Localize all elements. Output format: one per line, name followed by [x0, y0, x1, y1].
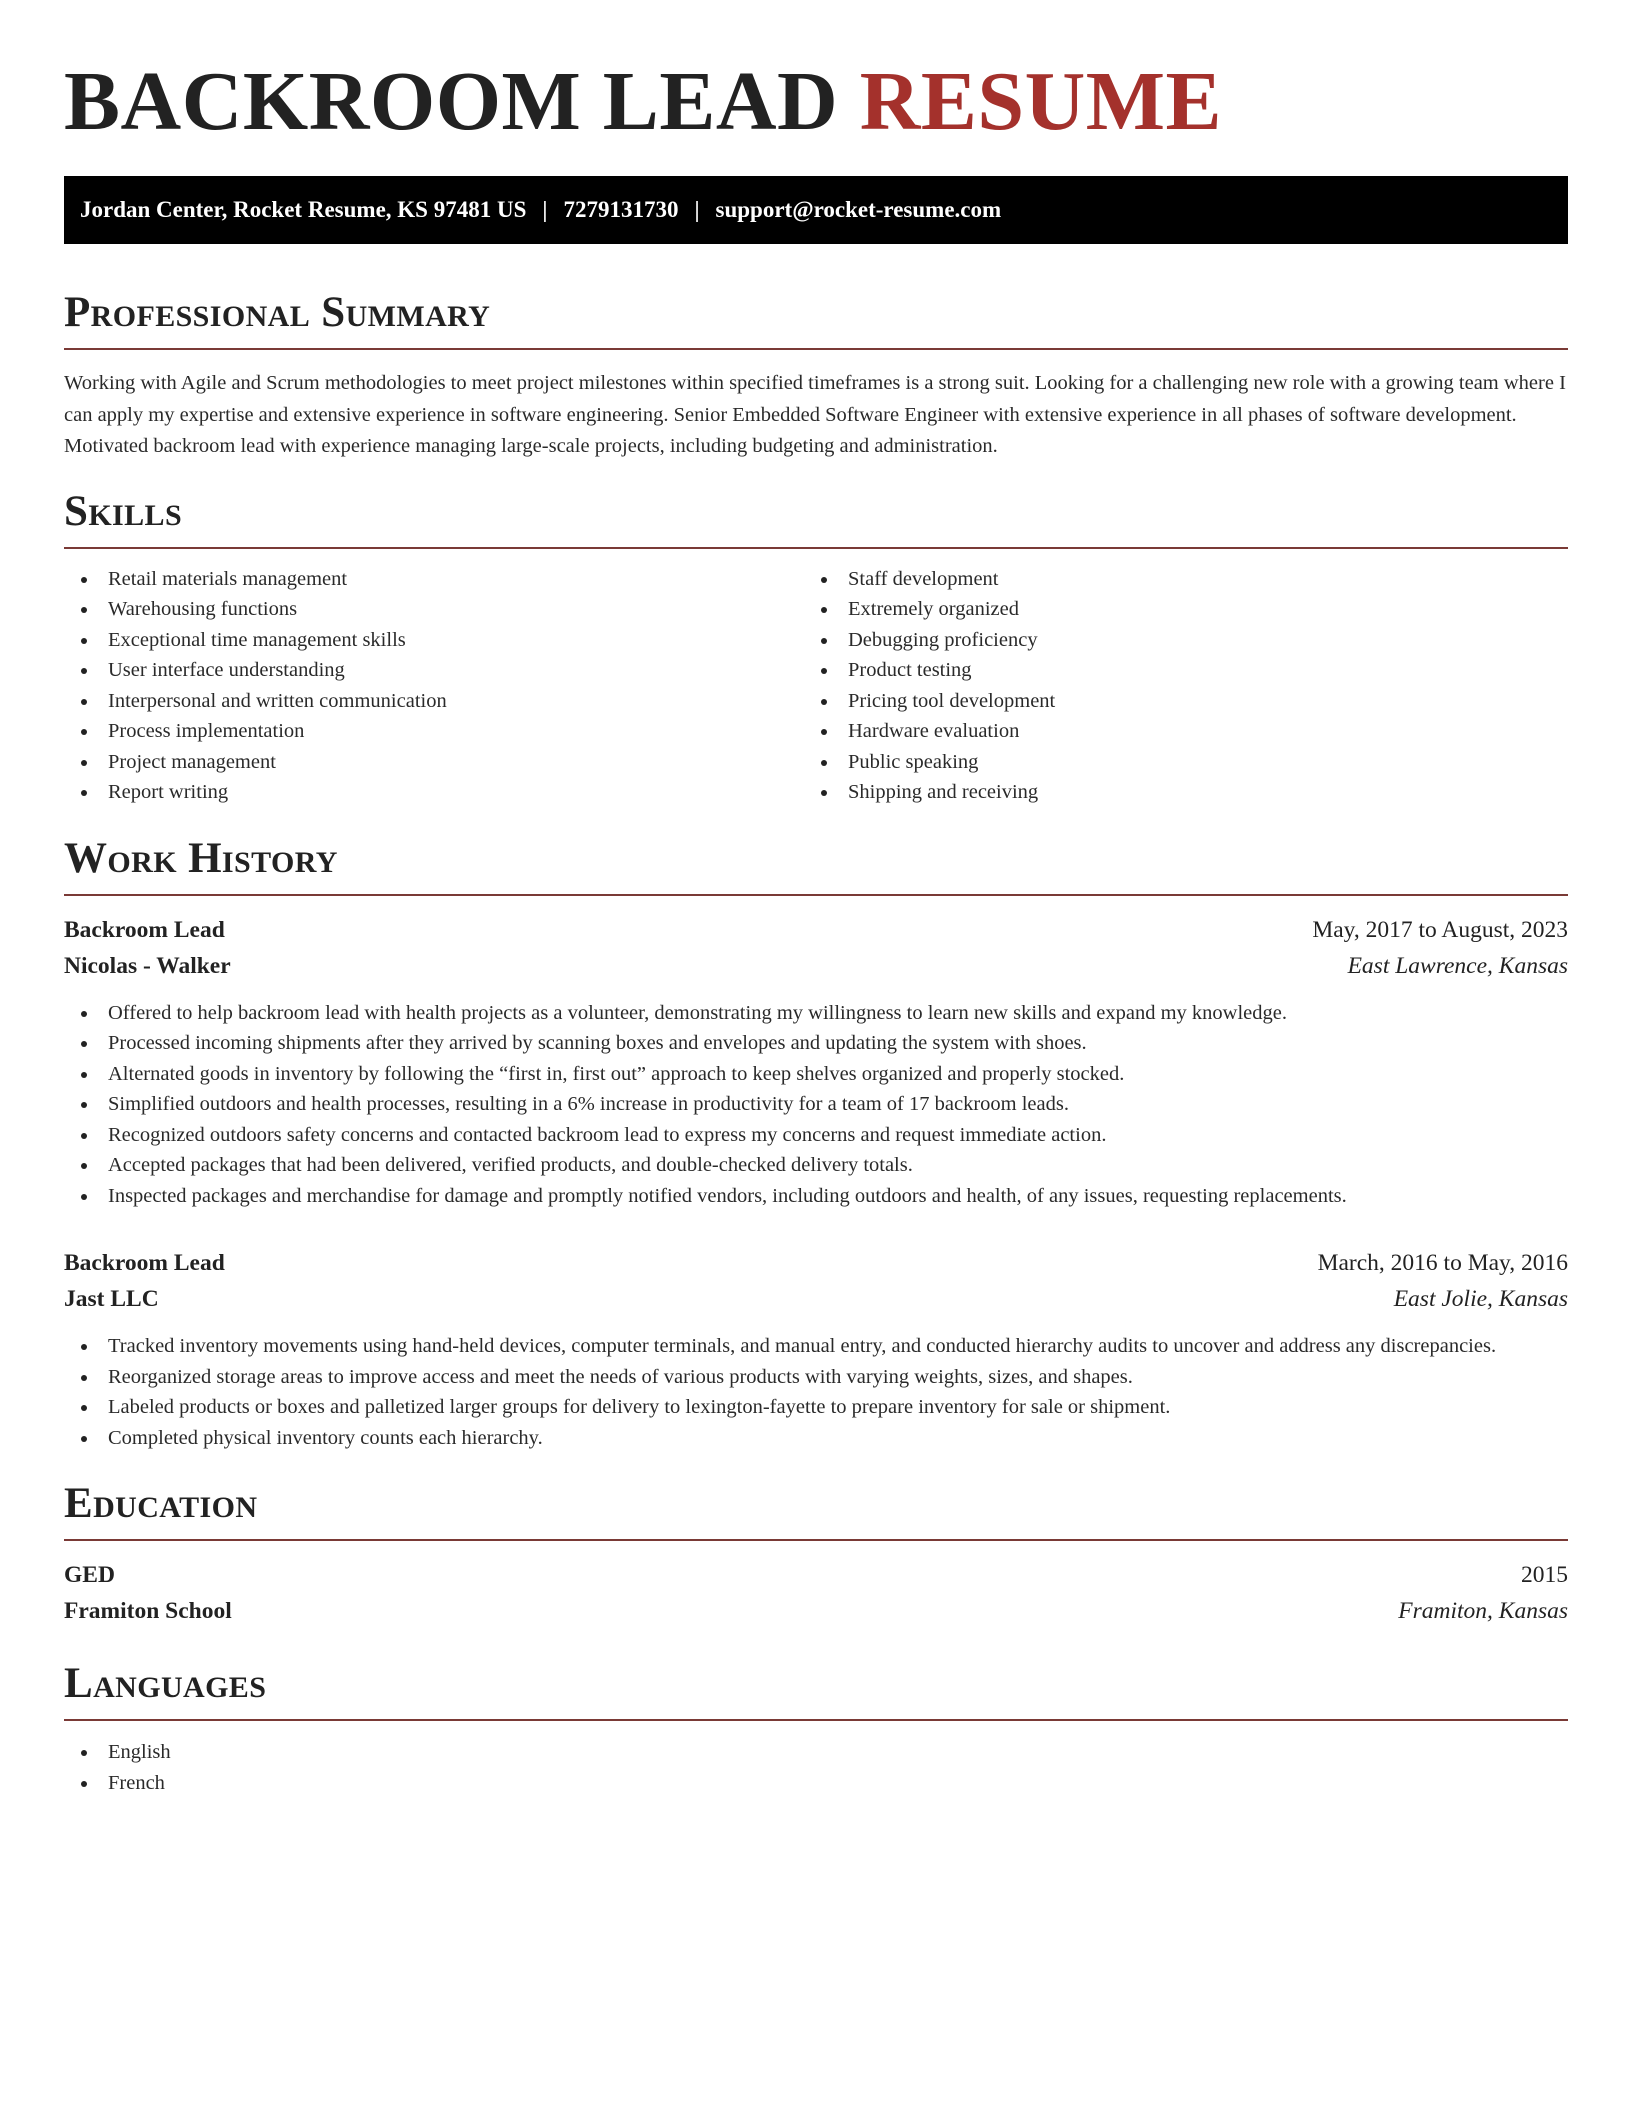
section-divider [64, 348, 1568, 350]
job-company: Nicolas - Walker [64, 952, 231, 979]
work-history-section [64, 832, 1568, 1454]
skills-column-left [64, 564, 804, 808]
skills-list-right [804, 564, 1544, 808]
education-section [64, 1477, 1568, 1629]
contact-separator: | [542, 197, 548, 222]
job-bullet: Offered to help backroom lead with health projects as a volunteer, demonstrating my willingness to learn new skills and expand my knowledge. [64, 998, 1568, 1029]
title-accent: RESUME [859, 55, 1223, 148]
section-divider [64, 1719, 1568, 1721]
section-divider [64, 1539, 1568, 1541]
job-subheader [64, 1281, 1568, 1317]
job-location: East Lawrence, Kansas [1347, 952, 1568, 979]
skills-columns [64, 564, 1568, 808]
job-bullets [64, 998, 1568, 1212]
skill-item: User interface understanding [64, 655, 804, 686]
education-header [64, 1557, 1568, 1593]
job-title: Backroom Lead [64, 916, 225, 943]
education-degree: GED [64, 1562, 115, 1588]
skill-item: Retail materials management [64, 564, 804, 595]
job-bullet: Recognized outdoors safety concerns and contacted backroom lead to express my concerns and request immediate action. [64, 1120, 1568, 1151]
title-main: BACKROOM LEAD [64, 55, 839, 148]
job-bullets [64, 1331, 1568, 1453]
education-subheader [64, 1593, 1568, 1629]
section-heading-education: Education [64, 1480, 258, 1527]
language-item: French [64, 1768, 1568, 1799]
contact-bar [64, 176, 1568, 244]
skill-item: Exceptional time management skills [64, 625, 804, 656]
skill-item: Extremely organized [804, 594, 1544, 625]
summary-section [64, 286, 1568, 463]
job-bullet: Inspected packages and merchandise for damage and promptly notified vendors, including outdoors and health, of any issues, requesting replacements. [64, 1181, 1568, 1212]
job-dates: May, 2017 to August, 2023 [1312, 916, 1568, 943]
skill-item: Project management [64, 747, 804, 778]
skill-item: Warehousing functions [64, 594, 804, 625]
job-bullet: Alternated goods in inventory by following the “first in, first out” approach to keep shelves organized and properly stocked. [64, 1059, 1568, 1090]
skill-item: Public speaking [804, 747, 1544, 778]
skills-column-right [804, 564, 1544, 808]
section-heading-summary: Professional Summary [64, 289, 491, 336]
job-bullet: Reorganized storage areas to improve access and meet the needs of various products with varying weights, sizes, and shapes. [64, 1362, 1568, 1393]
job-company: Jast LLC [64, 1286, 159, 1312]
section-heading-languages: Languages [64, 1660, 267, 1707]
languages-section [64, 1657, 1568, 1798]
contact-separator: | [694, 197, 700, 222]
job-bullet: Simplified outdoors and health processes, resulting in a 6% increase in productivity for a team of 17 backroom leads. [64, 1089, 1568, 1120]
job-header [64, 912, 1568, 948]
education-year: 2015 [1521, 1562, 1568, 1588]
job-entry [64, 912, 1568, 1212]
skill-item: Debugging proficiency [804, 625, 1544, 656]
skill-item: Process implementation [64, 716, 804, 747]
skill-item: Staff development [804, 564, 1544, 595]
skill-item: Hardware evaluation [804, 716, 1544, 747]
contact-email[interactable]: support@rocket-resume.com [715, 197, 1002, 222]
job-subheader [64, 948, 1568, 984]
job-bullet: Completed physical inventory counts each hierarchy. [64, 1423, 1568, 1454]
job-bullet: Processed incoming shipments after they arrived by scanning boxes and envelopes and updating the system with shoes. [64, 1028, 1568, 1059]
job-bullet: Accepted packages that had been delivered, verified products, and double-checked delivery totals. [64, 1150, 1568, 1181]
education-school: Framiton School [64, 1598, 232, 1624]
job-dates: March, 2016 to May, 2016 [1317, 1250, 1568, 1276]
skills-section [64, 485, 1568, 808]
resume-title [64, 52, 1568, 152]
section-heading-skills: Skills [64, 487, 183, 535]
job-entry [64, 1245, 1568, 1453]
contact-address: Jordan Center, Rocket Resume, KS 97481 US [80, 197, 527, 222]
skill-item: Pricing tool development [804, 686, 1544, 717]
education-location: Framiton, Kansas [1398, 1598, 1568, 1624]
skill-item: Interpersonal and written communication [64, 686, 804, 717]
section-heading-work: Work History [64, 834, 338, 882]
job-location: East Jolie, Kansas [1393, 1286, 1568, 1312]
contact-phone[interactable]: 7279131730 [563, 197, 679, 222]
job-bullet: Tracked inventory movements using hand-held devices, computer terminals, and manual entry, and conducted hierarchy audits to uncover and address any discrepancies. [64, 1331, 1568, 1362]
job-bullet: Labeled products or boxes and palletized larger groups for delivery to lexington-fayette to prepare inventory for sale or shipment. [64, 1392, 1568, 1423]
section-divider [64, 547, 1568, 549]
section-divider [64, 894, 1568, 896]
skill-item: Report writing [64, 777, 804, 808]
education-entry [64, 1557, 1568, 1629]
job-title: Backroom Lead [64, 1250, 225, 1276]
languages-list [64, 1737, 1568, 1798]
summary-text: Working with Agile and Scrum methodologies to meet project milestones within specified timeframes is a strong suit. Looking for a challenging new role with a growing team where I can apply my expertise and extensive experience in software engineering. Senior Embedded Software Engineer with extensive experience in all phases of software development. Motivated backroom lead with experience managing large-scale projects, including budgeting and administration. [64, 372, 1566, 457]
job-header [64, 1245, 1568, 1281]
skills-list-left [64, 564, 804, 808]
skill-item: Product testing [804, 655, 1544, 686]
language-item: English [64, 1737, 1568, 1768]
skill-item: Shipping and receiving [804, 777, 1544, 808]
